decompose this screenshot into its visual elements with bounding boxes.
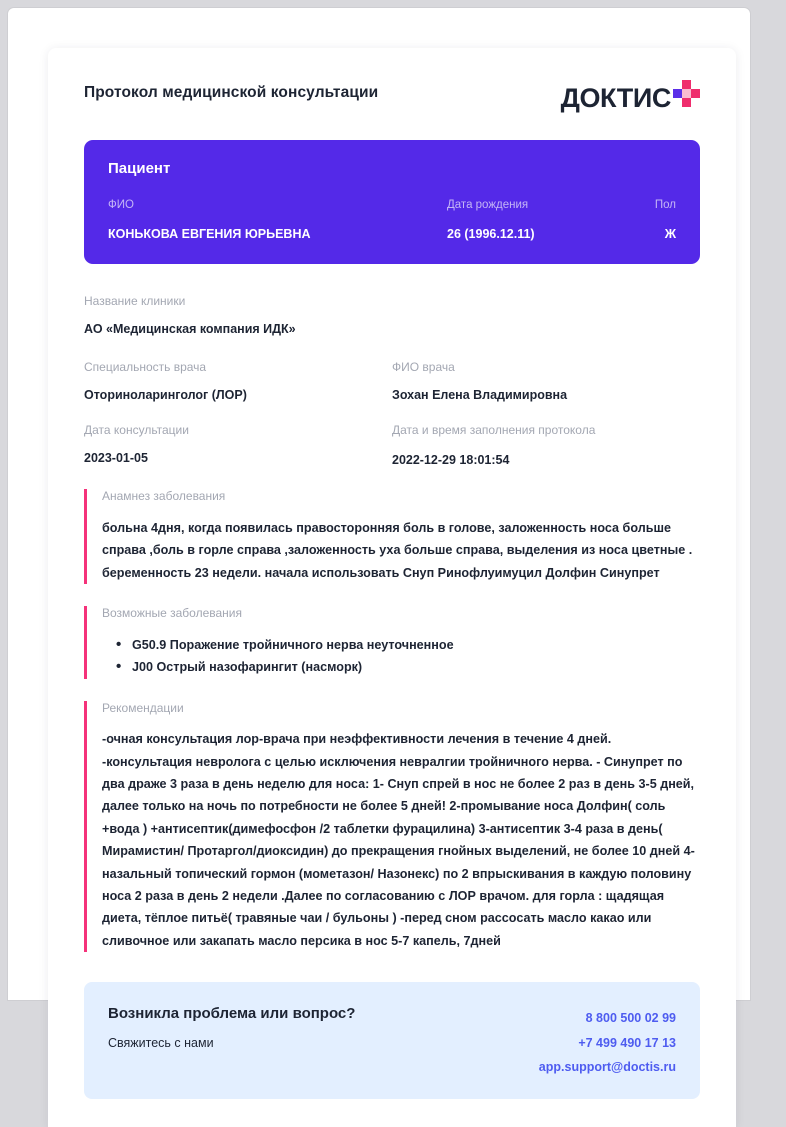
doctor-specialty-value: Оториноларинголог (ЛОР)	[84, 387, 247, 402]
clinic-field	[84, 294, 700, 338]
doctor-name-field	[392, 360, 700, 404]
patient-name-label: ФИО	[108, 199, 134, 211]
support-phone-primary[interactable]: 8 800 500 02 99	[585, 1011, 676, 1026]
doctor-specialty-field	[84, 360, 392, 404]
diagnoses-section	[84, 606, 700, 678]
diagnoses-label: Возможные заболевания	[102, 606, 242, 621]
protocol-filled-value: 2022-12-29 18:01:54	[392, 453, 510, 468]
patient-name-field	[108, 199, 447, 242]
patient-fields-grid	[108, 199, 676, 242]
logo-wordmark: ДОКТИС	[560, 83, 671, 113]
document-viewport	[8, 8, 750, 1074]
patient-dob-value: 26 (1996.12.11)	[447, 226, 535, 241]
consultation-date-field	[84, 423, 392, 469]
list-item: • J00 Острый назофарингит (насморк)	[102, 656, 700, 678]
support-email[interactable]: app.support@doctis.ru	[538, 1059, 676, 1074]
protocol-filled-label: Дата и время заполнения протокола	[392, 423, 596, 438]
support-title: Возникла проблема или вопрос?	[108, 1005, 356, 1023]
recommendations-section	[84, 701, 700, 953]
recommendations-label: Рекомендации	[102, 700, 184, 715]
recommendations-text: -очная консультация лор-врача при неэффективности лечения в течение 4 дней. -консультация невролога с целью исключения невралгии тройничного нерва. - Синупрет по два драже 3 раза в день неделю для носа: 1- Снуп спрей в нос не более 2 раз в день 3-5 дней, далее только на ночь по потребности не более 5 дней! 2-промывание носа Долфин( соль +вода ) +антисептик(димефосфон /2 таблетки фурацилина) 3-антисептик 3-4 раза в день( Мирамистин/ Протаргол/диоксидин) до прекращения гнойных выделений, не более 10 дней 4-назальный топический гормон (мометазон/ Назонекс) по 2 впрыскивания в каждую половину носа 2 раза в день 2 недели .Далее по согласованию с ЛОР врачом. для горла : щадящая диета, тёплое питьё( травяные чаи / бульоны ) -перед сном рассосать масло какао или сливочное или закапать масло персика в нос 5-7 капель, 7дней	[102, 732, 695, 948]
consultation-date-value: 2023-01-05	[84, 451, 148, 466]
patient-dob-label: Дата рождения	[447, 199, 529, 211]
anamnesis-section	[84, 489, 700, 584]
list-item: • G50.9 Поражение тройничного нерва неуточненное	[102, 634, 700, 656]
patient-sex-value: Ж	[664, 226, 676, 241]
support-contact-panel	[84, 982, 700, 1099]
doctor-row	[84, 360, 700, 404]
anamnesis-text: больна 4дня, когда появилась правосторонняя боль в голове, заложенность носа больше справа ,боль в горле справа ,заложенность уха больше справа, выделения из носа цветные . беременность 23 недели. начала использовать Снуп Ринофлуимуцил Долфин Синупрет	[102, 520, 693, 580]
support-subtitle: Свяжитесь с нами	[108, 1036, 214, 1051]
doctor-name-label: ФИО врача	[392, 359, 455, 374]
doctis-logo	[561, 85, 700, 112]
patient-sex-field	[632, 199, 676, 242]
dates-row	[84, 423, 700, 469]
consultation-date-label: Дата консультации	[84, 423, 189, 438]
medical-cross-icon	[673, 80, 700, 107]
clinic-value: АО «Медицинская компания ИДК»	[84, 321, 296, 336]
doctor-name-value: Зохан Елена Владимировна	[392, 387, 568, 402]
anamnesis-label: Анамнез заболевания	[102, 489, 226, 504]
doctor-specialty-label: Специальность врача	[84, 359, 207, 374]
diagnoses-list	[102, 634, 700, 679]
patient-dob-field	[447, 199, 632, 242]
consultation-protocol-card	[48, 48, 736, 1127]
patient-panel	[84, 140, 700, 264]
support-links-group	[539, 1004, 676, 1079]
support-text-group	[108, 1004, 355, 1050]
page-title: Протокол медицинской консультации	[84, 84, 379, 101]
support-phone-secondary[interactable]: +7 499 490 17 13	[578, 1035, 676, 1050]
clinic-label: Название клиники	[84, 293, 186, 308]
patient-sex-label: Пол	[654, 199, 676, 211]
patient-name-value: КОНЬКОВА ЕВГЕНИЯ ЮРЬЕВНА	[108, 226, 311, 241]
patient-panel-heading: Пациент	[108, 160, 171, 177]
protocol-filled-field	[392, 423, 700, 469]
document-header	[84, 82, 700, 112]
